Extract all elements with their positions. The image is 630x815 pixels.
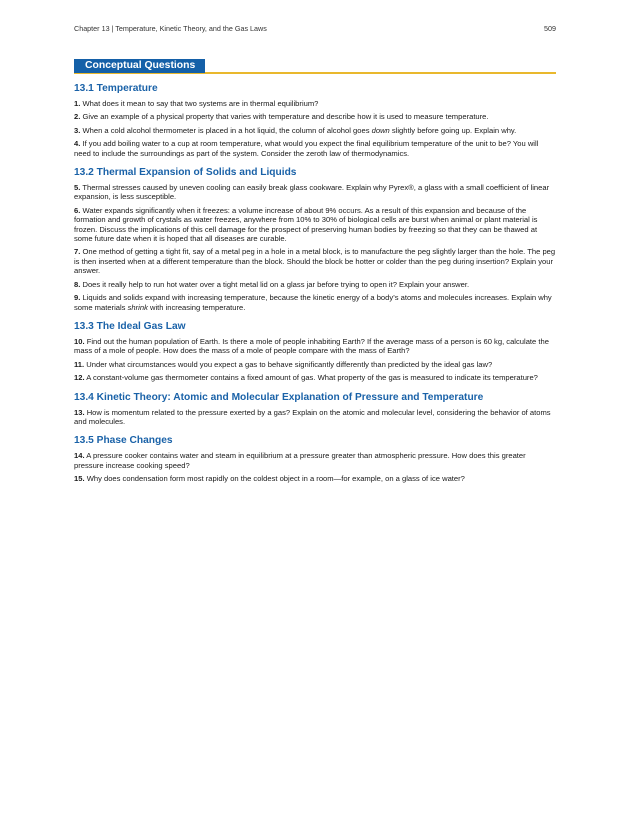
emphasized-text: down (371, 125, 390, 135)
section (74, 83, 556, 158)
question-number: 4. (74, 139, 81, 149)
banner-label: Conceptual Questions (74, 59, 205, 73)
question-number: 2. (74, 112, 81, 122)
question-item (74, 451, 556, 470)
question-text (82, 112, 488, 121)
text-run: When a cold alcohol thermometer is placed in a hot liquid, the column of alcohol goes (82, 125, 372, 135)
text-run: Under what circumstances would you expect a gas to behave significantly differently than predicted by the ideal gas law? (86, 359, 493, 369)
question-text (87, 474, 465, 483)
section (74, 167, 556, 312)
question-text (74, 337, 549, 355)
section-title: 13.4 Kinetic Theory: Atomic and Molecular Explanation of Pressure and Temperature (74, 391, 484, 403)
question-item (74, 293, 556, 312)
question-item (74, 337, 556, 356)
question-item (74, 139, 556, 158)
question-item (74, 183, 556, 202)
question-number: 8. (74, 279, 81, 289)
question-number: 7. (74, 247, 81, 257)
text-run: If you add boiling water to a cup at room temperature, what would you expect the final equilibrium temperature of the unit to be? You will need to include the surroundings as part of the system. Consider the zeroth law of thermodynamics. (74, 139, 539, 158)
question-number: 15. (74, 474, 85, 484)
question-item (74, 112, 556, 121)
section-title: 13.1 Temperature (74, 83, 158, 94)
section-title: 13.2 Thermal Expansion of Solids and Liquids (74, 167, 297, 179)
section (74, 435, 556, 483)
question-text (82, 99, 318, 108)
question-number: 14. (74, 451, 85, 461)
question-item (74, 280, 556, 289)
text-run: Does it really help to run hot water over a tight metal lid on a glass jar before trying to open it? Explain your answer. (82, 279, 470, 289)
question-number: 11. (74, 359, 85, 369)
question-text (74, 206, 537, 243)
question-text (74, 408, 551, 426)
text-run: Why does condensation form most rapidly on the coldest object in a room—for example, on a glass of ice water? (86, 474, 465, 484)
text-run: A constant-volume gas thermometer contains a fixed amount of gas. What property of the gas is measured to indicate its temperature? (86, 373, 538, 383)
question-item (74, 360, 556, 369)
page (74, 24, 556, 488)
question-text (82, 126, 516, 135)
text-run: How is momentum related to the pressure exerted by a gas? Explain on the atomic and molecular level, considering the behavior of atoms and molecules. (74, 407, 551, 426)
text-run: A pressure cooker contains water and steam in equilibrium at a pressure greater than atmospheric pressure. How does this greater pressure increase cooking speed? (74, 451, 526, 470)
question-number: 12. (74, 373, 85, 383)
text-run: slightly before going up. Explain why. (389, 125, 517, 135)
question-number: 1. (74, 99, 81, 108)
question-text (74, 139, 538, 157)
question-text (86, 373, 538, 382)
section-title: 13.5 Phase Changes (74, 435, 173, 447)
text-run: Find out the human population of Earth. Is there a mole of people inhabiting Earth? If the average mass of a person is 60 kg, calculate the mass of a mole of people. How does the mass of a mole of people compare with the mass of Earth? (74, 336, 549, 356)
question-text (74, 293, 552, 311)
question-number: 5. (74, 183, 81, 193)
question-item (74, 99, 556, 108)
question-item (74, 373, 556, 382)
question-item (74, 408, 556, 427)
running-head (74, 24, 556, 38)
question-number: 3. (74, 125, 81, 135)
question-item (74, 474, 556, 483)
question-number: 6. (74, 205, 81, 215)
section (74, 392, 556, 427)
question-sections (74, 83, 556, 484)
question-item (74, 206, 556, 244)
question-text (82, 280, 469, 289)
page-number: 509 (544, 24, 556, 33)
text-run: One method of getting a tight fit, say of a metal peg in a hole in a metal block, is to manufacture the peg slightly larger than the hole. The peg is then inserted when at a different temperature than the block. Should the block be hotter or colder than the peg during insertion? Explain your answer. (74, 247, 556, 276)
emphasized-text: shrink (127, 302, 148, 312)
question-text (74, 451, 526, 469)
text-run: Water expands significantly when it freezes: a volume increase of about 9% occurs. As a result of this expansion and because of the formation and growth of crystals as water freezes, anywhere from 10% to 30% of biological cells are burst when animal or plant material is frozen. Discuss the implications of this cell damage for the prospect of preserving human bodies by freezing so that they can be thawed at some future date when it is hoped that all diseases are curable. (74, 205, 538, 244)
question-item (74, 247, 556, 275)
question-text (86, 360, 492, 369)
question-text (74, 183, 549, 201)
section-title: 13.3 The Ideal Gas Law (74, 320, 186, 332)
text-run: What does it mean to say that two systems are in thermal equilibrium? (82, 99, 319, 108)
chapter-title: Chapter 13 | Temperature, Kinetic Theory, and the Gas Laws (74, 24, 267, 33)
section (74, 321, 556, 383)
question-text (74, 247, 555, 275)
text-run: Thermal stresses caused by uneven cooling can easily break glass cookware. Explain why Pyrex®, a glass with a small coefficient of linear expansion, is less susceptible. (74, 183, 550, 202)
question-number: 10. (74, 336, 85, 346)
question-item (74, 126, 556, 135)
text-run: Give an example of a physical property that varies with temperature and describe how it is used to measure temperature. (82, 112, 489, 122)
question-number: 13. (74, 407, 85, 417)
text-run: with increasing temperature. (147, 302, 246, 312)
conceptual-questions-banner (74, 58, 556, 74)
question-number: 9. (74, 293, 81, 303)
text-run: Liquids and solids expand with increasing temperature, because the kinetic energy of a body’s atoms and molecules increases. Explain why some materials (74, 293, 552, 312)
